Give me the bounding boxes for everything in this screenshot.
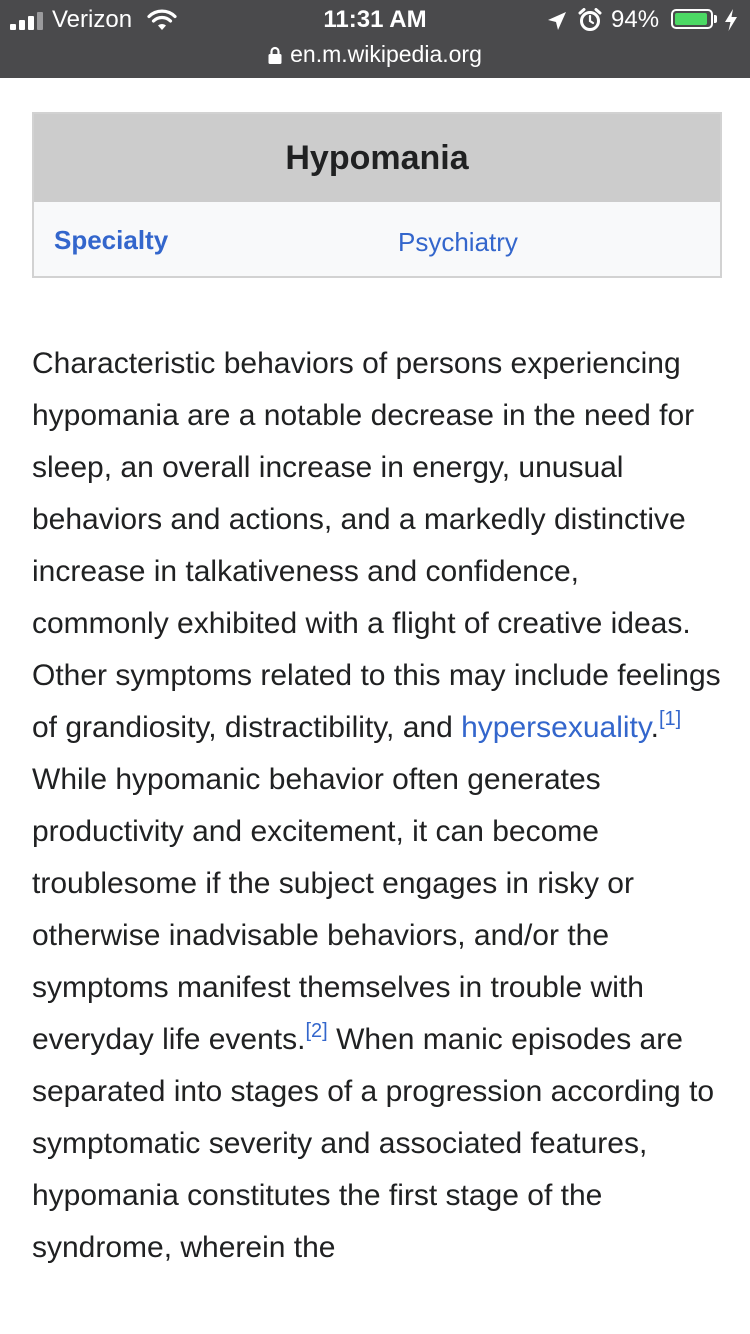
url-text: en.m.wikipedia.org (290, 41, 482, 67)
battery-percentage: 94% (611, 6, 660, 33)
paragraph-text: . (650, 711, 659, 744)
paragraph-text: Characteristic behaviors of persons experiencing hypomania are a notable decrease in the need for sleep, an overall increase in energy, unusual behaviors and actions, and a markedly distinctive increase in talkativeness and confidence, commonly exhibited with a flight of creative ideas. Other symptoms related to this may include feelings of grandiosity, distractibility, and (32, 347, 721, 744)
citation-link-2[interactable]: [2] (305, 1020, 328, 1042)
address-bar[interactable] (0, 40, 750, 70)
battery-terminal (714, 15, 717, 23)
location-arrow-icon (546, 10, 568, 32)
carrier-name: Verizon (52, 6, 133, 33)
status-bar (0, 0, 750, 40)
paragraph-text: When manic episodes are separated into stages of a progression according to symptomatic severity and associated features, hypomania constitutes the first stage of the syndrome, wherein the (32, 1023, 715, 1264)
status-time: 11:31 AM (323, 6, 427, 33)
citation-link-1[interactable]: [1] (658, 708, 682, 730)
charging-bolt-icon (724, 9, 738, 31)
hypersexuality-link[interactable]: hypersexuality (461, 711, 651, 744)
infobox-title: Hypomania (34, 114, 720, 202)
infobox-value-specialty-link[interactable]: Psychiatry (398, 227, 518, 257)
battery-icon (671, 9, 713, 29)
infobox-label-specialty[interactable]: Specialty (54, 225, 169, 255)
article-paragraph (32, 338, 722, 1274)
browser-top-bar (0, 0, 750, 78)
alarm-clock-icon (578, 8, 602, 32)
lock-icon (268, 46, 282, 64)
battery-level-fill (675, 13, 707, 25)
infobox (32, 112, 722, 278)
paragraph-text: While hypomanic behavior often generates productivity and excitement, it can become troublesome if the subject engages in risky or otherwise inadvisable behaviors, and/or the symptoms manifest themselves in trouble with everyday life events. (32, 763, 644, 1056)
